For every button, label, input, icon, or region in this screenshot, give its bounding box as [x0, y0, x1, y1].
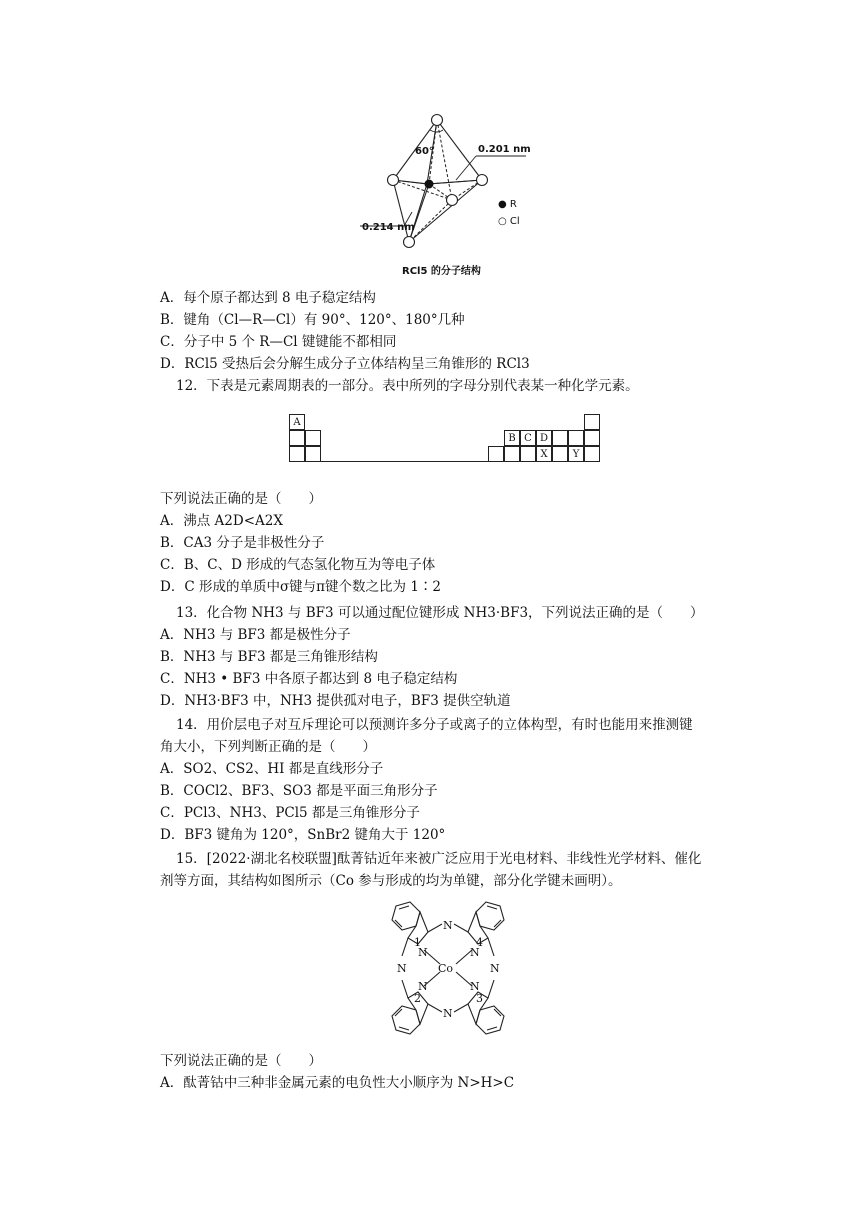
q14-option-c: C．PCl3、NH3、PCl5 都是三角锥形分子 [160, 805, 420, 821]
q12-stem: 12．下表是元素周期表的一部分。表中所列的字母分别代表某一种化学元素。 [176, 378, 639, 394]
cell-empty [305, 430, 321, 446]
cell-empty [568, 430, 584, 446]
cell-empty [488, 446, 504, 462]
cell-empty [520, 446, 536, 462]
q13-option-a: A．NH3 与 BF3 都是极性分子 [160, 627, 351, 643]
q11-option-c: C．分子中 5 个 R—Cl 键键能不都相同 [160, 334, 397, 350]
q15-stem-line2: 剂等方面，其结构如图所示（Co 参与形成的均为单键，部分化学键未画明）。 [160, 873, 622, 889]
legend-cl: ○ Cl [498, 216, 520, 227]
atom-n-right: N [490, 962, 500, 975]
cell-b: B [504, 430, 520, 446]
atom-n1: N [418, 946, 428, 959]
label-4: 4 [476, 936, 483, 949]
q13-stem: 13．化合物 NH3 与 BF3 可以通过配位键形成 NH3·BF3，下列说法正确的是（ ） [176, 605, 704, 621]
q13-option-b: B．NH3 与 BF3 都是三角锥形结构 [160, 649, 378, 665]
atom-n4: N [470, 946, 480, 959]
q12-option-d: D．C 形成的单质中σ键与π键个数之比为 1∶2 [160, 579, 442, 595]
cobalt-phthalocyanine-structure [376, 898, 520, 1038]
q12-prompt: 下列说法正确的是（ ） [160, 491, 322, 507]
angle-label: 60° [415, 146, 434, 157]
cell-empty [504, 446, 520, 462]
q11-option-b: B．键角（Cl—R—Cl）有 90°、120°、180°几种 [160, 312, 465, 328]
cell-x: X [536, 446, 552, 462]
cell-empty [584, 430, 600, 446]
q14-stem-line1: 14．用价层电子对互斥理论可以预测许多分子或离子的立体构型，有时也能用来推测键 [176, 717, 693, 733]
q15-prompt: 下列说法正确的是（ ） [160, 1053, 322, 1069]
q15-stem-line1: 15．[2022·湖北名校联盟]酞菁钴近年来被广泛应用于光电材料、非线性光学材料、催化 [176, 851, 702, 867]
cell-empty [552, 430, 568, 446]
figure-caption: RCl5 的分子结构 [402, 266, 481, 277]
cell-empty [552, 446, 568, 462]
cell-empty [289, 430, 305, 446]
atom-n3: N [470, 980, 480, 993]
q13-option-d: D．NH3·BF3 中，NH3 提供孤对电子，BF3 提供空轨道 [160, 693, 511, 709]
atom-co: Co [438, 962, 454, 975]
r-atom-icon: ● [498, 199, 507, 210]
q12-option-b: B．CA3 分子是非极性分子 [160, 535, 325, 551]
cell-empty [584, 414, 600, 430]
cell-empty [289, 446, 305, 462]
legend-r: ● R [498, 199, 517, 210]
cell-empty [305, 446, 321, 462]
q11-option-a: A．每个原子都达到 8 电子稳定结构 [160, 290, 376, 306]
atom-n-bottom: N [443, 1007, 453, 1020]
cell-y: Y [568, 446, 584, 462]
label-2: 2 [414, 992, 421, 1005]
q14-stem-line2: 角大小，下列判断正确的是（ ） [160, 739, 376, 755]
atom-n-top: N [443, 919, 453, 932]
q14-option-b: B．COCl2、BF3、SO3 都是平面三角形分子 [160, 783, 438, 799]
q14-option-a: A．SO2、CS2、HI 都是直线形分子 [160, 761, 384, 777]
table-base-line [321, 461, 488, 462]
bond-length-label-lower: 0.214 nm [362, 222, 415, 233]
q15-option-a: A．酞菁钴中三种非金属元素的电负性大小顺序为 N>H>C [160, 1075, 515, 1091]
atom-n2: N [418, 980, 428, 993]
q12-option-c: C．B、C、D 形成的气态氢化物互为等电子体 [160, 557, 436, 573]
atom-n-left: N [397, 962, 407, 975]
label-3: 3 [476, 992, 483, 1005]
cell-a: A [289, 414, 305, 430]
cell-d: D [536, 430, 552, 446]
cell-c: C [520, 430, 536, 446]
q11-option-d: D．RCl5 受热后会分解生成分子立体结构呈三角锥形的 RCl3 [160, 356, 530, 372]
bond-length-label-upper: 0.201 nm [478, 144, 531, 155]
q12-option-a: A．沸点 A2D<A2X [160, 513, 283, 529]
q13-option-c: C．NH3 • BF3 中各原子都达到 8 电子稳定结构 [160, 671, 458, 687]
cl-atom-icon: ○ [498, 216, 507, 227]
q14-option-d: D．BF3 键角为 120°，SnBr2 键角大于 120° [160, 827, 446, 843]
rcl5-structure-figure [360, 108, 530, 280]
cell-empty [584, 446, 600, 462]
label-1: 1 [414, 936, 421, 949]
